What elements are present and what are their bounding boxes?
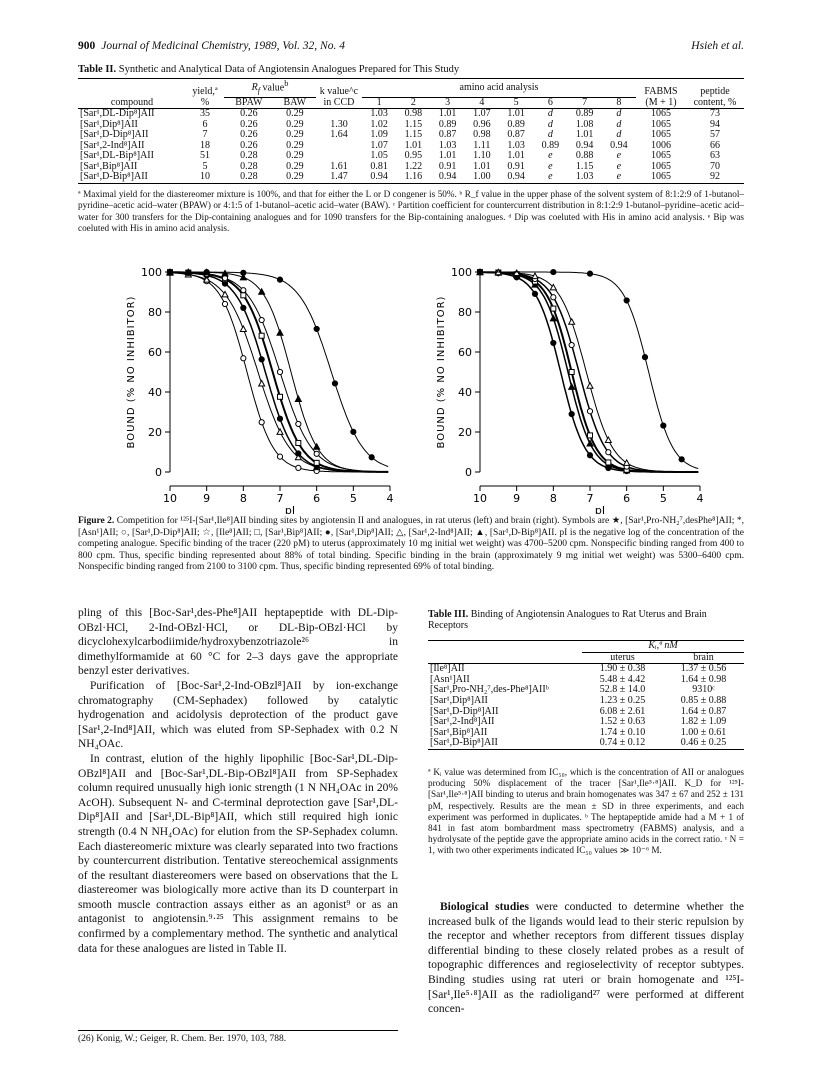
data-point (314, 451, 319, 456)
data-point (314, 326, 319, 331)
data-point (551, 269, 556, 274)
table-cell: 1065 (651, 150, 671, 162)
figure2-caption (78, 516, 744, 574)
table-cell: 1065 (651, 129, 671, 141)
x-tick-label: 7 (276, 492, 284, 505)
th-aa-col: 8 (616, 96, 622, 108)
x-tick-label: 9 (203, 492, 211, 505)
table-cell: 1.64 ± 0.98 (680, 673, 727, 685)
th-fabms: FABMS (M + 1) (644, 86, 678, 108)
y-axis-label: BOUND (% NO INHIBITOR) (436, 295, 447, 449)
table-cell: 0.85 ± 0.88 (680, 694, 727, 706)
table-cell: 1.64 (330, 129, 348, 141)
table-cell: 1.15 (404, 129, 423, 141)
table-cell: 1.64 ± 0.87 (680, 705, 727, 717)
table-cell: e (548, 171, 553, 183)
table-cell: 0.29 (286, 129, 304, 141)
y-tick-label: 0 (465, 466, 472, 479)
table-cell: 6 (202, 118, 208, 130)
data-point (314, 444, 320, 450)
data-point (569, 370, 574, 375)
page-header (78, 40, 744, 58)
page-number: 900 (78, 40, 96, 52)
th-baw: BAW (283, 96, 307, 108)
table3-caption (428, 609, 744, 632)
table-cell: d (616, 108, 622, 120)
x-axis-label: pI (594, 504, 606, 514)
data-point (296, 421, 301, 426)
data-point (642, 355, 647, 360)
table-cell: 0.94 (575, 139, 594, 151)
table-cell: e (548, 150, 553, 162)
table-cell: 1.15 (575, 160, 594, 172)
data-point (241, 356, 246, 361)
table-cell: 51 (200, 150, 210, 162)
table-cell: 1.16 (404, 171, 423, 183)
table-cell: 73 (710, 108, 720, 120)
y-tick-label: 80 (148, 306, 162, 319)
table-cell: 0.89 (541, 139, 560, 151)
y-tick-label: 60 (148, 346, 162, 359)
table-cell: 0.29 (286, 150, 304, 162)
th-aa-col: 2 (410, 96, 416, 108)
table-cell: 1.23 ± 0.25 (599, 694, 646, 706)
table3-label: Table III. (428, 609, 469, 620)
x-tick-label: 7 (586, 492, 594, 505)
data-point (167, 269, 172, 274)
th-yield: yield,ª % (192, 86, 218, 108)
table-cell: 0.29 (286, 139, 304, 151)
table-row (78, 172, 744, 183)
table-cell: [Sar¹,D-Dip⁸]AII (430, 705, 499, 717)
table-cell: 1.01 (575, 129, 594, 141)
data-point (351, 429, 356, 434)
data-point (314, 460, 319, 465)
table-cell: 1.07 (473, 108, 491, 120)
table-cell: 1.09 (370, 129, 388, 141)
data-point (587, 409, 592, 414)
data-point (296, 440, 301, 445)
data-point (569, 342, 574, 347)
body-left-column (78, 606, 398, 956)
figure2 (78, 262, 744, 514)
table-cell: 1.01 (438, 150, 457, 162)
th-brain: brain (693, 651, 714, 663)
y-tick-label: 0 (155, 466, 162, 479)
table-cell: [Ile⁸]AII (430, 663, 465, 675)
table3-title: Binding of Angiotensin Analogues to Rat Uterus and Brain Receptors (428, 609, 707, 632)
th-aa-col: 6 (547, 96, 553, 108)
table-cell: 66 (710, 139, 720, 151)
x-tick-label: 10 (163, 492, 177, 505)
data-point (240, 326, 246, 332)
table-cell: 0.89 (575, 108, 594, 120)
table-cell: 0.94 (370, 171, 388, 183)
table-cell: 0.98 (404, 108, 423, 120)
data-point (661, 423, 666, 428)
table-cell: 1.11 (473, 139, 491, 151)
th-uterus: uterus (610, 651, 635, 663)
table-cell: 0.46 ± 0.25 (680, 737, 727, 749)
table-cell: d (547, 118, 553, 130)
data-point (259, 317, 264, 322)
table-cell: d (616, 129, 622, 141)
table-cell: [Sar¹,Dip⁸]AII (430, 694, 488, 706)
data-point (241, 270, 246, 275)
table-cell: [Sar¹,Dip⁸]AII (80, 118, 138, 130)
data-point (277, 416, 282, 421)
table-cell: [Asn¹]AII (430, 673, 470, 685)
data-point (332, 381, 337, 386)
table-cell: 7 (202, 129, 208, 141)
paragraph (428, 900, 744, 1017)
data-point (606, 460, 611, 465)
table-cell: 0.94 (507, 171, 525, 183)
th-aa-col: 1 (376, 96, 382, 108)
x-tick-label: 5 (349, 492, 357, 505)
data-point (241, 305, 246, 310)
table-cell: 5.48 ± 4.42 (599, 673, 646, 685)
table-cell: 0.26 (240, 118, 258, 130)
table-row (428, 696, 744, 707)
data-point (587, 383, 593, 389)
table-cell: [Sar¹,Bip⁸]AII (80, 160, 138, 172)
data-point (277, 429, 283, 435)
data-point (278, 394, 283, 399)
th-k: k value^c in CCD (319, 86, 359, 108)
table-cell: 0.87 (507, 129, 525, 141)
table-cell: [Sar¹,DL-Dip⁸]AII (80, 108, 155, 120)
data-point (587, 453, 592, 458)
table-cell: [Sar¹,D-Dip⁸]AII (80, 129, 149, 141)
data-point (369, 455, 374, 460)
data-point (605, 437, 611, 443)
table-cell: 0.98 (473, 129, 491, 141)
th-rf: $R_f$ value$^b$ (224, 79, 316, 98)
table2 (78, 78, 744, 184)
table-cell: 70 (710, 160, 720, 172)
right-panel (436, 266, 704, 514)
y-tick-label: 80 (458, 306, 472, 319)
table-cell: [Sar¹,Bip⁸]AII (430, 726, 488, 738)
th-bpaw: BPAW (235, 96, 263, 108)
table-cell: 1.01 (404, 139, 423, 151)
th-aa-col: 4 (479, 96, 485, 108)
table-cell: [Sar¹,D-Bip⁸]AII (80, 171, 148, 183)
data-point (551, 340, 556, 345)
table-cell: 5 (202, 160, 208, 172)
table-cell: 1.08 (575, 118, 594, 130)
left-panel (126, 266, 394, 514)
data-point (259, 357, 264, 362)
table2-caption (78, 64, 744, 75)
table-cell: 0.29 (286, 160, 304, 172)
paragraph: Purification of [Boc-Sar¹,2-Ind-OBzl⁸]AII by ion-exchange chromatography (CM-Sephadex) followed by catalytic hydrogenation and acidolysis deprotection of the product gave [Sar¹,2-Ind⁸]AII, which was eluted from SP-Sephadex with 0.2 N NH₄OAc. (78, 679, 398, 751)
table-cell: 1.15 (404, 118, 423, 130)
y-tick-label: 100 (451, 266, 472, 279)
table-cell: 1.52 ± 0.63 (599, 716, 646, 728)
table-cell: 1.00 ± 0.61 (680, 726, 727, 738)
x-tick-label: 8 (239, 492, 247, 505)
data-point (277, 277, 282, 282)
table-cell: 1.01 (507, 108, 525, 120)
table-cell: e (616, 160, 622, 172)
th-ki: Kᵢ,ª nM (582, 641, 744, 653)
table-cell: e (616, 171, 622, 183)
table-cell: 1006 (651, 139, 671, 151)
data-point (277, 454, 282, 459)
table-cell: 1.10 (473, 150, 491, 162)
table-cell: 0.95 (404, 150, 423, 162)
table-cell: 1065 (651, 108, 671, 120)
table-cell: 1.03 (438, 139, 457, 151)
figure2-svg (78, 262, 744, 514)
table-cell: 57 (710, 129, 720, 141)
table-cell: 0.29 (286, 118, 304, 130)
table-cell: 0.28 (240, 160, 258, 172)
table-cell: 1.01 (473, 160, 491, 172)
table-cell: 0.89 (438, 118, 457, 130)
table-cell: [Sar¹,2-Ind⁸]AII (80, 139, 145, 151)
y-tick-label: 40 (458, 386, 472, 399)
table-cell: 1.74 ± 0.10 (599, 726, 646, 738)
table-cell: 1.61 (330, 160, 348, 172)
table-cell: 94 (710, 118, 720, 130)
table-cell: 10 (200, 171, 210, 183)
data-point (551, 306, 556, 311)
x-tick-label: 10 (473, 492, 487, 505)
table3-footnote: ª Kᵢ value was determined from IC₅₀, which is the concentration of AII or analogues producing 50% displacement of the tracer [Sar¹,Ile⁵·⁸]AII. K_D for ¹²⁵I-[Sar¹,Ile⁵·⁸]AII binding to uterus and brain homogenates was 347 ± 67 and 252 ± 131 pM, respectively. Results are the mean ± SD in three experiments, and each experiment was performed in duplicates. ᵇ The heptapeptide amide had a M + 1 of 841 in fast atom bombardment mass spectrometry (FABMS) analysis, and a hydrolysate of the peptide gave the appropriate amino acids in the correct ratio. ᶜ N = 1, with two other experiments indicated IC₅₀ values ≫ 10⁻⁶ M. (428, 767, 744, 856)
th-compound: compound (110, 96, 154, 108)
y-tick-label: 40 (148, 386, 162, 399)
y-tick-label: 100 (141, 266, 162, 279)
table-cell: 1065 (651, 118, 671, 130)
data-point (606, 450, 611, 455)
data-point (588, 433, 593, 438)
table-cell: 0.87 (438, 129, 457, 141)
table-cell: [Sar¹,2-Ind⁸]AII (430, 716, 495, 728)
y-tick-label: 20 (458, 426, 472, 439)
table-cell: 18 (200, 139, 210, 151)
paragraph: pling of this [Boc-Sar¹,des-Phe⁸]AII heptapeptide with DL-Dip-OBzl·HCl, 2-Ind-OBzl·HCl, or DL-Bip-OBzl·HCl by dicyclohexylcarbodiimide/hydroxybenzotriazole²⁶ in dimethylformamide at 60 °C for 2–3 days gave the appropriate benzyl ester derivatives. (78, 607, 398, 678)
paragraph: In contrast, elution of the highly lipophilic [Boc-Sar¹,DL-Dip-OBzl⁸]AII and [Boc-Sar¹,DL-Bip-OBzl⁸]AII from SP-Sephadex column required unusually high ionic strength (1 N NH₄OAc in 20% AcOH). Subsequent N- and C-terminal deprotection gave [Sar¹,DL-Dip⁸]AII and [Sar¹,DL-Bip⁸]AII, which still required high ionic strength (0.4 N NH₄OAc) for elution from the SP-Sephadex column. Each diastereomeric mixture was clearly separated into two fractions by countercurrent distribution. Tentative stereochemical assignments of the resultant diastereomers were based on observations that the L diastereomer was biologically more active than its D counterpart in smooth muscle contraction assays either as an agonist⁹ or as an antagonist to angiotensin.⁹·²⁵ This assignment remains to be confirmed by a complementary method. The synthetic and analytical data for these analogues are listed in Table II. (78, 752, 398, 955)
table-cell: 0.28 (240, 171, 258, 183)
table-cell: 1.47 (330, 171, 348, 183)
data-point (296, 451, 301, 456)
data-point (277, 330, 283, 336)
table-cell: e (548, 160, 553, 172)
data-point (477, 269, 482, 274)
table-cell: 1.05 (370, 150, 388, 162)
figure2-caption-text: Competition for ¹²⁵I-[Sar¹,Ile⁸]AII binding sites by angiotensin II and analogues, in rat uterus (left) and brain (right). Symbols are ★, [Sar¹,Pro-NH₂⁷,desPhe⁸]AII; *, [Asn¹]AII; ○, [Sar¹,D-Dip⁸]AII; ☆, [Ile⁸]AII; □, [Sar¹,Bip⁸]AII; ●, [Sar¹,Dip⁸]AII; △, [Sar¹,2-Ind⁸]AII; ▲, [Sar¹,D-Bip⁸]AII. pI is the negative log of the concentration of the competing analogue. Specific binding of the tracer (220 pM) to uterus (approximately 10 mg initial wet weight) was 4700–5200 cpm. Nonspecific binding ranged from 400 to 800 cpm. Thus, specific binding represented about 88% of total binding. Specific binding in the brain (approximately 9 mg initial wet weight) was 5300–6400 cpm. Nonspecific binding ranged from 2100 to 3100 cpm. Thus, specific binding represented 69% of total binding. (78, 516, 745, 573)
table3 (428, 640, 744, 750)
table-cell: 35 (200, 108, 210, 120)
table-cell: 0.26 (240, 129, 258, 141)
table-cell: 0.81 (370, 160, 388, 172)
x-tick-label: 6 (313, 492, 321, 505)
table-cell: 1.03 (370, 108, 388, 120)
x-axis-label: pI (284, 504, 296, 514)
table-cell: 52.8 ± 14.0 (599, 684, 646, 696)
table-cell: 1.07 (370, 139, 388, 151)
th-aa-col: 7 (582, 96, 588, 108)
table-cell: 1.03 (507, 139, 525, 151)
th-aa: amino acid analysis (362, 79, 636, 98)
data-point (679, 457, 684, 462)
x-tick-label: 5 (659, 492, 667, 505)
table-cell: d (616, 118, 622, 130)
table2-label: Table II. (78, 64, 117, 75)
table-cell: 1.00 (473, 171, 491, 183)
data-point (259, 333, 264, 338)
table-cell: 1.01 (507, 150, 525, 162)
table-cell: 1.02 (370, 118, 388, 130)
table-cell: 0.74 ± 0.12 (599, 737, 646, 749)
table-cell: 1.01 (438, 108, 457, 120)
data-point (259, 380, 265, 386)
data-point (295, 396, 301, 402)
table-cell: 1.30 (330, 118, 348, 130)
table-cell: 0.89 (507, 118, 525, 130)
table-row (428, 738, 744, 749)
table-cell: [Sar¹,DL-Bip⁸]AII (80, 150, 154, 162)
data-point (241, 293, 246, 298)
table-cell: 0.26 (240, 139, 258, 151)
table-cell: 1.90 ± 0.38 (599, 663, 646, 675)
paragraph-text: were conducted to determine whether the increased bulk of the ligands would lead to their steric repulsion by the receptor and whether receptors from different tissues display differential binding to these closely related probes as a result of topographic differences and regioselectivity of receptor subtypes. Binding studies using rat uteri or brain homogenate and ¹²⁵I-[Sar¹,Ile⁵·⁸]AII as the radioligand²⁷ were performed at different concen- (428, 901, 744, 1016)
data-point (222, 301, 227, 306)
table-cell: [Sar¹,D-Bip⁸]AII (430, 737, 498, 749)
data-point (624, 298, 629, 303)
table-cell: [Sar¹,Pro-NH₂⁷,des-Phe⁸]AIIᵇ (430, 684, 549, 696)
data-point (532, 291, 537, 296)
table-cell: 0.91 (507, 160, 525, 172)
table-cell: 0.28 (240, 150, 258, 162)
y-tick-label: 20 (148, 426, 162, 439)
table-cell: 92 (710, 171, 720, 183)
journal-name: Journal of Medicinal Chemistry, 1989, Vol. 32, No. 4 (101, 40, 345, 52)
data-point (624, 460, 630, 466)
data-point (241, 288, 246, 293)
th-aa-col: 5 (513, 96, 519, 108)
table-cell: 0.29 (286, 108, 304, 120)
table2-title: Synthetic and Analytical Data of Angiotensin Analogues Prepared for This Study (118, 64, 460, 75)
table-cell: 1.37 ± 0.56 (680, 663, 727, 675)
data-point (569, 412, 574, 417)
data-point (569, 319, 575, 325)
data-point (277, 369, 282, 374)
y-axis-label: BOUND (% NO INHIBITOR) (126, 295, 137, 449)
table-cell: 6.08 ± 2.61 (599, 705, 646, 717)
data-point (204, 269, 209, 274)
table-cell: 0.94 (610, 139, 628, 151)
y-tick-label: 60 (458, 346, 472, 359)
table-cell: 0.94 (438, 171, 457, 183)
x-tick-label: 9 (513, 492, 521, 505)
data-point (296, 465, 301, 470)
table-cell: 0.88 (575, 150, 594, 162)
x-tick-label: 6 (623, 492, 631, 505)
data-point (259, 420, 264, 425)
table-cell: d (547, 129, 553, 141)
table-cell: d (547, 108, 553, 120)
x-tick-label: 4 (386, 492, 394, 505)
table-cell: 0.96 (473, 118, 491, 130)
table-cell: e (616, 150, 622, 162)
data-point (551, 295, 556, 300)
table-cell: 0.29 (286, 171, 304, 183)
binding-curve (480, 272, 698, 469)
table-cell: 0.26 (240, 108, 258, 120)
th-peptide: peptide content, % (693, 86, 737, 108)
section-lead: Biological studies (440, 901, 529, 913)
table-cell: 1065 (651, 160, 671, 172)
th-aa-col: 3 (445, 96, 451, 108)
x-tick-label: 8 (549, 492, 557, 505)
x-tick-label: 4 (696, 492, 704, 505)
table-cell (316, 141, 362, 152)
reference-26: (26) Konig, W.; Geiger, R. Chem. Ber. 1970, 103, 788. (78, 1030, 398, 1044)
table2-footnote: ª Maximal yield for the diastereomer mixture is 100%, and that for either the L or D congener is 50%. ᵇ R_f value in the upper phase of the solvent system of 8:1:2:9 of 1-butanol–pyridine–acetic acid–water (BPAW) or 4:1:5 of 1-butanol–acetic acid–water (BAW). ᶜ Partition coefficient for countercurrent distribution in 8:1:2:9 1-butanol–pyridine–acetic acid–water for 300 transfers for the Dip-containing analogues and for 1090 transfers for the Bip-containing analogues. ᵈ Dip was coeluted with His in amino acid analysis. ᵉ Bip was coeluted with His in amino acid analysis. (78, 189, 744, 234)
table-cell: 0.91 (438, 160, 457, 172)
body-right-column (428, 900, 744, 1017)
figure2-label: Figure 2. (78, 516, 115, 526)
table-cell: 1.22 (404, 160, 423, 172)
table-cell: 1.82 ± 1.09 (680, 716, 727, 728)
journal-line (78, 40, 345, 52)
table-cell: 1.03 (575, 171, 594, 183)
running-author: Hsieh et al. (691, 40, 744, 52)
table-cell: 1065 (651, 171, 671, 183)
table-cell: 63 (710, 150, 720, 162)
data-point (587, 271, 592, 276)
table-cell: 9310ᶜ (692, 684, 715, 696)
